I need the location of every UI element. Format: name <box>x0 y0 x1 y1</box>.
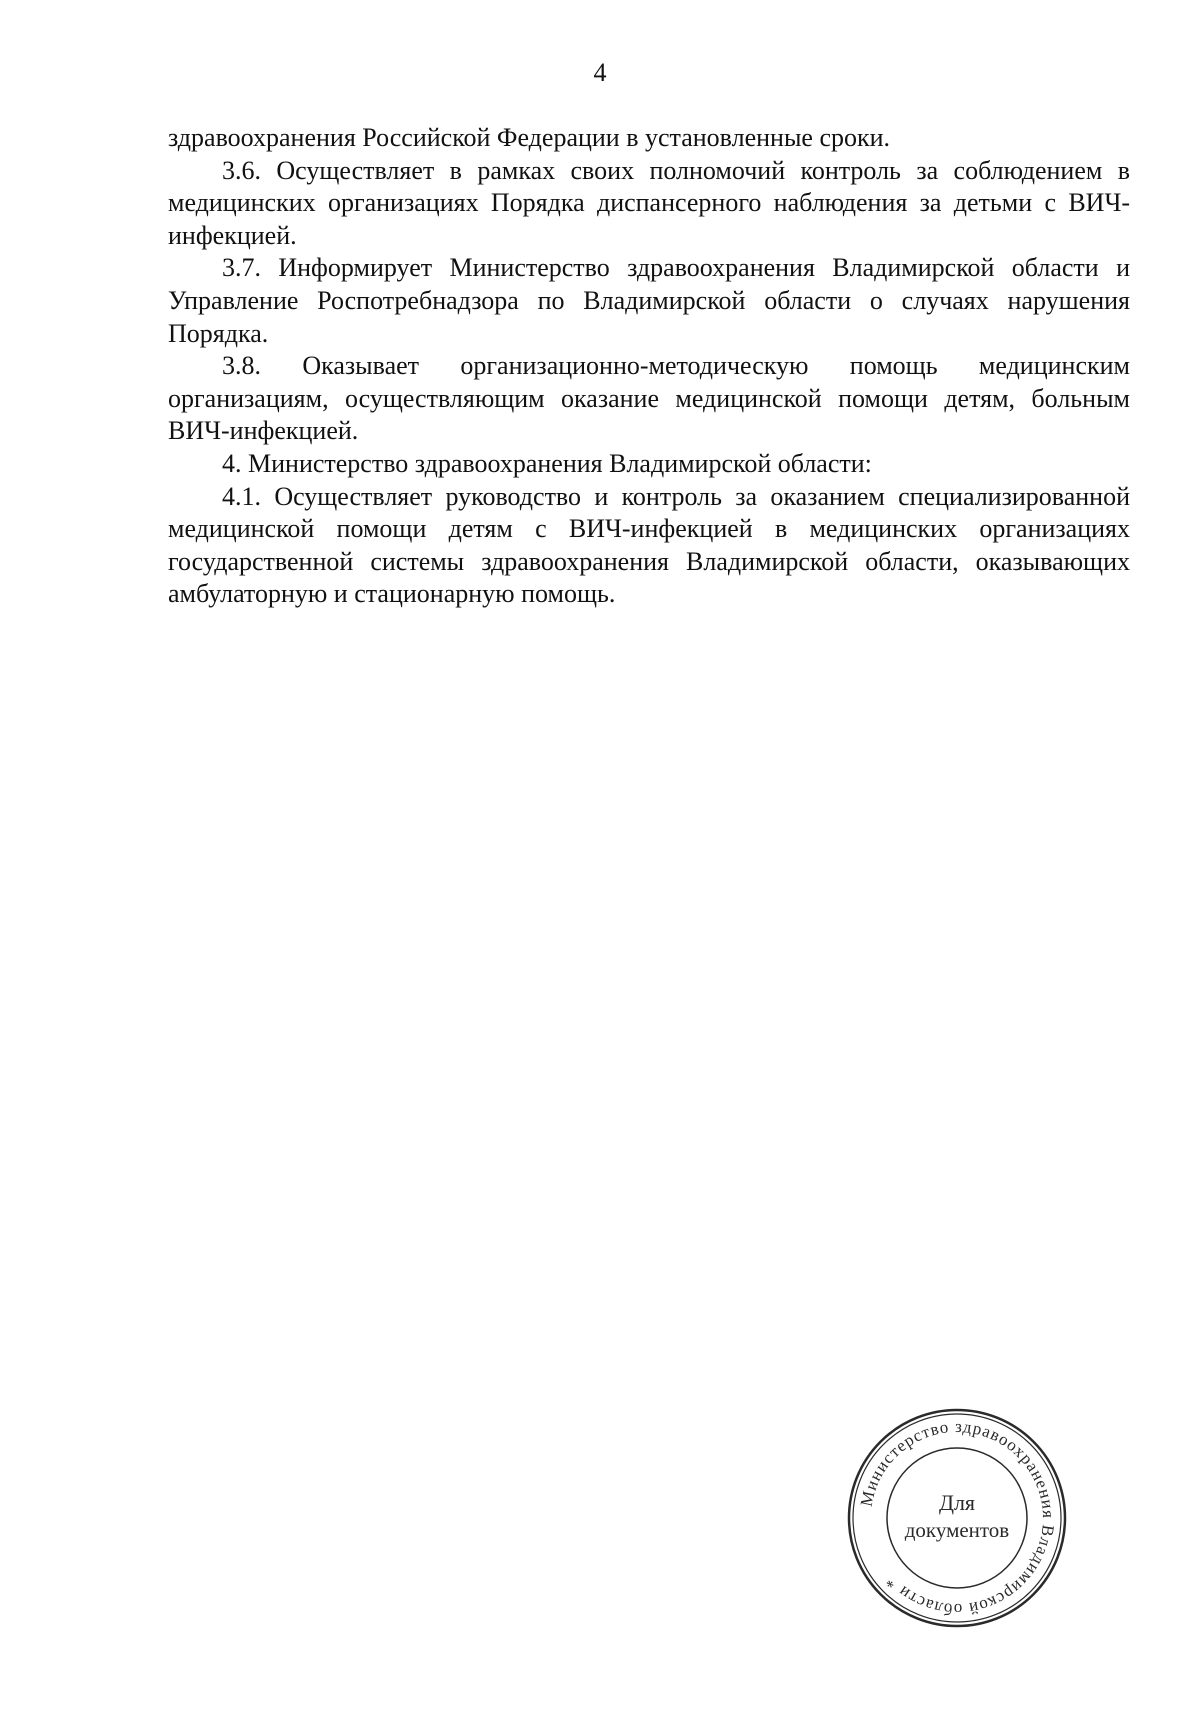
stamp-center-line2: документов <box>904 1518 1010 1542</box>
paragraph-3-7: 3.7. Информирует Министерство здравоохранения Владимирской области и Управление Роспотребнадзора по Владимирской области о случаях нарушения Порядка. <box>168 253 1130 348</box>
paragraph-4-1: 4.1. Осуществляет руководство и контроль за оказанием специализированной медицинской помощи детям с ВИЧ-инфекцией в медицинских организациях государственной системы здравоохранения Владимирской области, оказывающих амбулаторную и стационарную помощь. <box>168 481 1130 609</box>
stamp-ring-text: Министерство здравоохранения Владимирской области * <box>856 1416 1059 1620</box>
official-stamp <box>845 1406 1069 1630</box>
paragraph-continuation: здравоохранения Российской Федерации в установленные сроки. <box>168 123 891 152</box>
stamp-center-line1: Для <box>938 1490 976 1515</box>
paragraph-3-8: 3.8. Оказывает организационно-методическую помощь медицинским организациям, осуществляющим оказание медицинской помощи детям, больным ВИЧ-инфекцией. <box>168 351 1130 446</box>
paragraph-3-6: 3.6. Осуществляет в рамках своих полномочий контроль за соблюдением в медицинских организациях Порядка диспансерного наблюдения за детьми с ВИЧ-инфекцией. <box>168 155 1130 250</box>
paragraph-4: 4. Министерство здравоохранения Владимирской области: <box>222 448 872 478</box>
page-number: 4 <box>593 58 607 87</box>
document-body <box>168 122 1130 611</box>
